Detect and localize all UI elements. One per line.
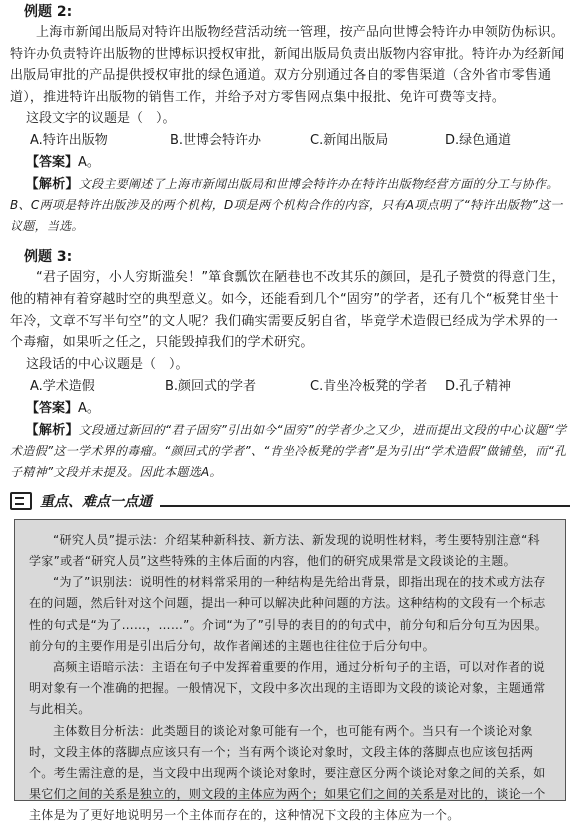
option-c: C.新闻出版局	[310, 133, 389, 149]
option-d: D.绿色通道	[445, 133, 512, 149]
answer-line	[26, 152, 570, 174]
answer-line	[26, 398, 570, 420]
explanation	[10, 174, 570, 237]
tip-paragraph: 高频主语暗示法：主语在句子中发挥着重要的作用，通过分析句子的主语，可以对作者的说明对象有一个准确的把握。一般情况下，文段中多次出现的主语即为文段的谈论对象，主题通常与此相关。	[29, 659, 546, 717]
example-title: 例题 2:	[24, 4, 73, 20]
answer-value: A。	[78, 155, 100, 171]
option-b: B.世博会特许办	[170, 133, 262, 149]
example-paragraph: “君子固穷，小人穷斯滥矣！”箪食瓢饮在陋巷也不改其乐的颜回，是孔子赞赏的得意门生，他的精神有着穿越时空的典型意义。如今，还能看到几个“固穷”的学者，还有几个“板凳甘坐十年冷，文章不写半句空”的文人呢？我们确实需要反躬自省，毕竟学术造假已经成为学术界的一个毒瘤，如果听之任之，只能毁掉我们的学术研究。	[10, 270, 565, 351]
tips-box	[14, 519, 566, 823]
tip-paragraph: “为了”识别法：说明性的材料常采用的一种结构是先给出背景，即指出现在的技术或方法存在的问题，然后针对这个问题，提出一种可以解决此种问题的方法。这种结构的文段有一个标志性的句式是“为了……，……”。介词“为了”引导的表目的的句式中，前分句和后分句互为因果。前分句的主要作用是引出后分句，故作者阐述的主题也往往位于后分句中。	[29, 575, 548, 653]
section-title: 重点、难点一点通	[40, 493, 152, 510]
option-b: B.颜回式的学者	[165, 378, 257, 394]
tip-paragraph: 主体数目分析法：此类题目的谈论对象可能有一个，也可能有两个。当只有一个谈论对象时，文段主体的落脚点应该只有一个；当有两个谈论对象时，文段主体的落脚点也应该包括两个。考生需注意的是，当文段中出现两个谈论对象时，要注意区分两个谈论对象之间的关系，如果它们之间的关系是独立的，则文段的主体应为两个；如果它们之间的关系是对比的，谈论一个主体是为了更好地说明另一个主体而存在的，这种情况下文段的主体应为一个。	[29, 723, 546, 823]
banner-divider	[160, 505, 570, 507]
explanation-label: 【解析】	[25, 422, 79, 438]
answer-value: A。	[78, 400, 100, 416]
answer-label: 【答案】	[26, 155, 79, 171]
example-paragraph: 上海市新闻出版局对特许出版物经营活动统一管理，按产品向世博会特许办申领防伪标识。特许办负责特许出版物的世博标识授权审批，新闻出版局负责出版物内容审批。特许办为经新闻出版局审批的产品提供授权审批的绿色通道。双方分别通过各自的零售渠道（含外省市零售通道），推进特许出版物的销售工作，并给予对方零售网点集中报批、免许可费等支持。	[10, 25, 565, 105]
option-c: C.肯坐冷板凳的学者	[310, 378, 428, 394]
notepad-icon	[10, 492, 32, 510]
tip-paragraph: “研究人员”提示法：介绍某种新科技、新方法、新发现的说明性材料，考生要特别注意“科学家”或者“研究人员”这些特殊的主体后面的内容，他们的研究成果常是文段谈论的主题。	[29, 532, 540, 568]
example-2	[10, 0, 570, 237]
example-title: 例题 3:	[24, 249, 73, 266]
option-a: A.学术造假	[30, 378, 95, 394]
option-a: A.特许出版物	[30, 133, 108, 149]
explanation-label: 【解析】	[25, 177, 79, 193]
question-text: 这段文字的议题是（ ）。	[26, 111, 176, 127]
section-banner	[10, 487, 570, 515]
explanation-text: 文段通过新回的“君子固穷”引出如今“固穷”的学者少之又少，进而提出文段的中心议题“学术造假”这一学术界的毒瘤。“颜回式的学者”、“肯坐冷板凳的学者”是为引出“学术造假”做铺垫，而“孔子精神”文段并未提及。因此本题选A。	[10, 422, 567, 479]
explanation-text: 文段主要阐述了上海市新闻出版局和世博会特许办在特许出版物经营方面的分工与协作。B、C两项是特许出版涉及的两个机构，D项是两个机构合作的内容，只有A项点明了“特许出版物”这一议题，当选。	[10, 177, 563, 234]
options-row	[30, 130, 570, 152]
example-3	[10, 247, 570, 482]
options-row	[30, 376, 570, 398]
option-d: D.孔子精神	[445, 378, 512, 394]
question-text: 这段话的中心议题是（ ）。	[26, 356, 189, 372]
answer-label: 【答案】	[26, 400, 79, 416]
explanation	[10, 420, 570, 483]
